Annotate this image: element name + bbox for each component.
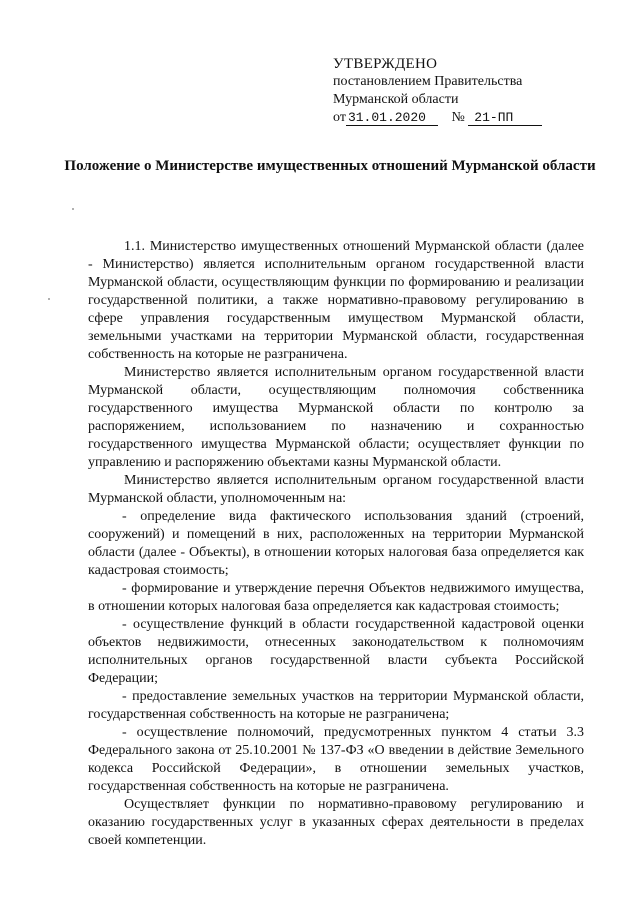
paragraph-1-1: 1.1. Министерство имущественных отношений Мурманской области (далее - Министерство) является исполнительным органом государственной власти Мурманской области, осуществляющим функции по формированию и реализации государственной политики, а также нормативно-правовому регулированию в сфере управления государственным имуществом Мурманской области, земельными участками на территории Мурманской области, государственная собственность на которые не разграничена. <box>88 239 584 362</box>
number-prefix: № <box>451 110 465 125</box>
approval-line-region: Мурманской области <box>333 92 459 107</box>
paragraph-regulation-services: Осуществляет функции по нормативно-правовому регулированию и оказанию государственных услуг в указанных сферах деятельности в пределах своей компетенции. <box>88 797 584 848</box>
approval-line-decree: постановлением Правительства <box>333 74 523 89</box>
approval-date: 31.01.2020 <box>346 111 438 126</box>
document-title: Положение о Министерстве имущественных отношений Мурманской области <box>64 158 596 174</box>
scan-speck <box>48 298 50 300</box>
list-item-cadastral-valuation: - осуществление функций в области государственной кадастровой оценки объектов недвижимости, отнесенных законодательством к полномочиям исполнительных органов государственной власти субъекта Российской Федерации; <box>88 617 584 686</box>
paragraph-owner-powers: Министерство является исполнительным органом государственной власти Мурманской области, осуществляющим полномочия собственника государственного имущества Мурманской области по контролю за распоряжением, использованием по назначению и сохранностью государственного имущества Мурманской области; осуществляет функции по управлению и распоряжению объектами казны Мурманской области. <box>88 365 584 470</box>
paragraph-authorized: Министерство является исполнительным органом государственной власти Мурманской области, уполномоченным на: <box>88 473 584 506</box>
list-item-usage-determination: - определение вида фактического использования зданий (строений, сооружений) и помещений в них, расположенных на территории Мурманской области (далее - Объекты), в отношении которых налоговая база определяется как кадастровая стоимость; <box>88 509 584 578</box>
approval-heading: УТВЕРЖДЕНО <box>333 56 438 72</box>
list-item-land-provision: - предоставление земельных участков на территории Мурманской области, государственная собственность на которые не разграничена; <box>88 689 584 722</box>
date-prefix: от <box>333 110 346 125</box>
approval-date-line <box>333 109 593 127</box>
document-body <box>88 238 584 850</box>
approval-stamp <box>333 55 593 127</box>
list-item-objects-list: - формирование и утверждение перечня Объектов недвижимого имущества, в отношении которых налоговая база определяется как кадастровая стоимость; <box>88 581 584 614</box>
scan-speck <box>72 208 74 210</box>
approval-number: 21-ПП <box>468 111 542 126</box>
list-item-federal-law-powers: - осуществление полномочий, предусмотренных пунктом 4 статьи 3.3 Федерального закона от 25.10.2001 № 137-ФЗ «О введении в действие Земельного кодекса Российской Федерации», в отношении земельных участков, государственная собственность на которые не разграничена. <box>88 725 584 794</box>
